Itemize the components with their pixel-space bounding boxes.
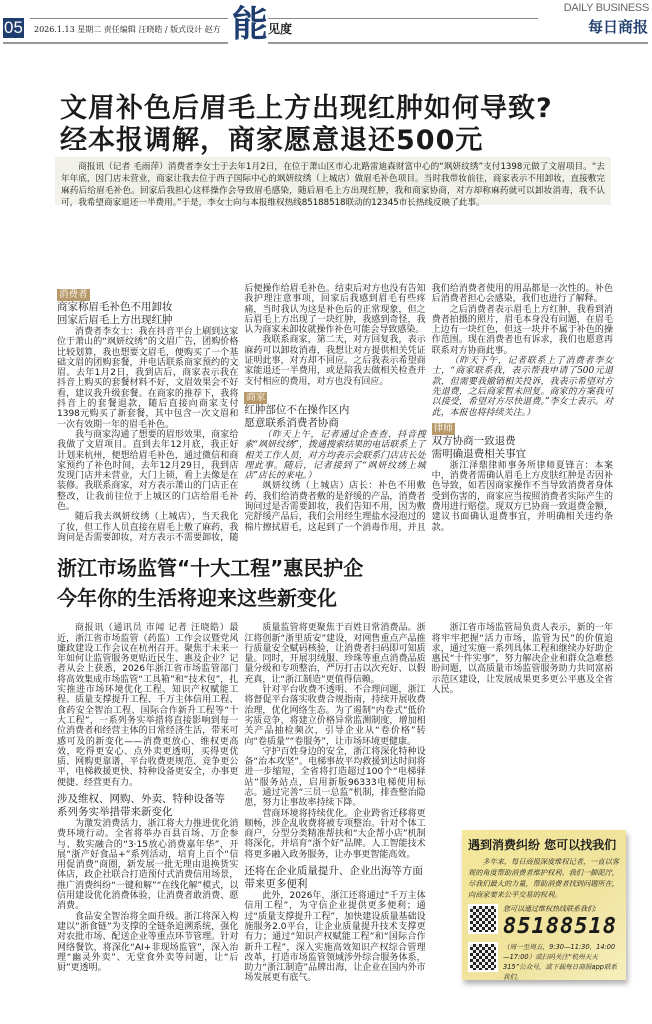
headline-line-2: 经本报调解，商家愿意退还500元 (60, 125, 484, 156)
subheading: 愿意联系消费者协商 (244, 416, 339, 429)
page-info: 2026.1.13 星期二 责任编辑 汪晓皓 / 版式设计 赵方 (34, 25, 221, 34)
paragraph: 我与商家沟通了想要的眉形效果，商家给我做了文眉项目。直到去年12月底，我正好计划来杭州，便想给眉毛补色，通过微信和商家预约了补色时间，去年12月29日，我到店发现门店并未营业，大门上锁，看上去像是在装修。我联系商家，对方表示萧山的门店正在整改，让我前往位于上城区的门店给眉毛补色。 (57, 429, 239, 513)
qr-code-icon[interactable] (468, 942, 498, 972)
headline2-line-2: 今年你的生活将迎来这些新变化 (57, 586, 337, 611)
article-intro: 商报讯（记者 毛雨萍）消费者李女士于去年1月2日，在位于萧山区市心北路雷迪森财富中心的“飒妍纹绣”支付1398元做了文眉项目。“去年年底，因门店未营业，商家让我去位于西子国际中心的飒妍纹绣（上城店）做眉毛补色项目。当时我带妆前往，商家表示不用卸妆，直接敷完麻药后给眉毛补色。回家后我担心这样操作会导致眉毛感染，随后眉毛上方出现红肿，我和商家协商，对方却称麻药就可以卸妆消毒，我不认可，我希望商家退还一半费用。”于是，李女士向与本报维权热线85188518联动的12345市长热线反映了此事。 (55, 157, 611, 205)
section-tag: 律师 (433, 422, 453, 434)
paragraph: 飒妍纹绣（上城店）店长：补色不用敷药，我们给消费者敷的是舒缓的产品，消费者询问过是否需要卸妆，我们告知不用，因为敷完舒缓产品后，我们会用经生理盐水浸泡过的棉片擦拭眉毛，这起到了一个消毒作用，并且我们给消费者使用的用品都是一次性的。补色后消费者担心会感染，我们也进行了解释。 (244, 284, 613, 533)
subheading: 涉及维权、网购、外卖、特种设备等 (57, 792, 225, 805)
headline2 (57, 543, 613, 623)
paragraph: 针对平台收费不透明、不合理问题，浙江将督促平台落实收费合规指南，持续开展收费治理，优化网络生态。为了遏制“内卷式”低价劣质竞争，将建立价格异常监测制度，增加相关产品抽检频次，引导企业从“卷价格”转向“卷质量”“卷服务”，让市场环境更健康。 (244, 685, 426, 747)
italic-note: （昨天下午，记者联系上了消费者李女士，“商家联系我，表示帮我申请了500元退款，但需要我撤销相关投诉，我表示希望对方先退费，之后商家暂未回复。商家的方案我可以接受，希望对方尽快退费。”李女士表示。对此，本报也将持续关注。） (431, 356, 613, 418)
section-tag: 商家 (246, 391, 266, 403)
brand-chinese: 每日商报 (587, 18, 648, 36)
note-title: 遇到消费纠纷 您可以找我们 (468, 838, 617, 852)
paragraph: 之后消费者表示眉毛上方红肿，我看到消费者拍摄的照片，眉毛本身没有问题，在眉毛上边有一块红色，但这一块并不属于补色的操作范围。现在消费者也有诉求，我们也愿意再联系对方协商此事。 (431, 304, 613, 356)
subheading: 系列务实举措带来新变化 (57, 805, 173, 818)
page-number: 05 (4, 18, 23, 37)
paragraph: 商报讯（通讯员 市闻 记者 汪晓皓）最近，浙江省市场监管（药监）工作会议暨党风廉政建设工作会议在杭州召开。聚焦于未来一年如何让监管服务更贴近民生、惠及企业？记者从会上获悉，2026年浙江省市场监管部门将高效集成市场监管“工具箱”和“技术包”，扎实推进市场环境优化工程、知识产权赋能工程、质量支撑提升工程、千万主体信用工程、食药安全智治工程、国际合作新升工程等“十大工程”，一系列务实举措将直接影响到每一位消费者和经营主体的日常经济生活，带来可感可及的新变化——消费更放心、维权更高效，吃得更安心、点外卖更透明，买得更优质、网购更靠谱，平台收费更规范、竞争更公平，电梯救援更快、特种设备更安全，办事更便捷、经营更有力。 (57, 623, 239, 788)
paragraph: 我联系商家，第二天，对方回复我，表示麻药可以卸妆消毒，我想让对方提供相关凭证证明此事，对方却不回应。之后我表示希望商家能退还一半费用，或是陪我去做相关检查并支付相应的费用，对方也没有回应。 (244, 335, 426, 387)
article1-body (57, 284, 613, 543)
italic-note: （昨天上午，记者通过企查查、抖音搜索“飒妍纹绣”，拨通搜索结果的电话联系上了相关工作人员，对方均表示会联系门店店长处理此事。随后，记者接到了“飒妍纹绣上城店”店长的来电。） (244, 429, 426, 482)
paragraph: 为激发消费活力，浙江将大力推进优化消费环境行动。全省将举办百县百场、万企参与、数实融合的“3·15放心消费嘉年华”，开展“浙产好食品+”系列活动，培育上百个“信用促消费”商圈，新发展一批无理由退换货实体店，政企社联合打造预付式消费信用场景，推广消费纠纷“一键和解”“在线化解”模式，以信用建设优化消费体验，让消费者敢消费、愿消费。 (57, 818, 239, 912)
subheading: 还将在企业质量提升、企业出海等方面 (244, 865, 423, 878)
subheading: 带来更多便利 (244, 878, 308, 891)
divider (268, 18, 538, 19)
qr-code-icon[interactable] (468, 904, 498, 934)
subheading: 回家后眉毛上方出现红肿 (57, 314, 173, 326)
subheading: 商家称眉毛补色不用卸妆 (57, 301, 173, 313)
divider (30, 18, 228, 19)
section-tag: 消费者 (59, 289, 88, 300)
hotline-label: 您可以通过维权热线联系我们: (503, 905, 597, 913)
note-body: 多年来，每日商报深度维权记者，一直以客观的角度帮助消费者维护权利。我们一脚泥泞，尽我们最大的力量，帮助消费者找到问题所在，向商家要来公平交易的权利。 (468, 857, 619, 899)
paragraph: 此外，2026年，浙江还将通过“千万主体信用工程”，为守信企业提供更多便利；通过“质量支撑提升工程”，加快建设质量基础设施服务2.0平台，让企业质量提升技术支撑更有力；通过“知识产权赋能工程”和“国际合作新升工程”，深入实施高效知识产权综合管理改革，打造市场监管领域涉外综合服务体系，助力“浙江制造”品牌出海，让企业在国内外市场发展更有底气。 (244, 891, 426, 984)
paragraph: 消费者李女士：我在抖音平台上刷到这家位于萧山的“飒妍纹绣”的文眉广告，团购价格比较划算，我也想要文眉毛，便购买了一个基础文眉的团购套餐，并电话联系商家预约的文眉。去年1月2日，我到店后，商家表示我在抖音上购买的套餐材料不好，文眉效果会不好看，建议我升级套餐。在商家的推荐下，我将抖音上的套餐退款，随后直接向商家支付1398元购买了新套餐，其中包含一次文眉和一次有效期一年的眉毛补色。 (57, 327, 239, 430)
paragraph: 随后我去飒妍纹绣（上城店），当天我化了妆，但工作人员直接在眉毛上敷了麻药，我询问是否需要卸妆，对方表示不需要卸妆，随后便操作给眉毛补色。结束后对方也没有告知我护理注意事项，回家后我感到眉毛有些疼痛，当时我认为这是补色后的正常现象，但之后眉毛上方出现了一块红肿，我感到奇怪，我认为商家未卸妆就操作补色可能会导致感染。 (57, 284, 426, 543)
subheading: 红肿部位不在操作区内 (244, 403, 350, 416)
brand-english: DAILY BUSINESS (563, 2, 649, 14)
hotline-sticky-note (462, 830, 626, 980)
paragraph: 营商环境将持续优化。企业跨省迁移将更顺畅，涉企乱收费将被专项整治。针对个体工商户，分型分类精准帮扶和“大企帮小店”机制将深化，并培育“浙个好”品牌。人工智能技术将更多融入政务服务，让办事更智能高效。 (244, 808, 426, 860)
section-title: 见度 (268, 22, 293, 36)
paragraph: 浙江泽鼎律师事务所律师夏锋言：本案中，消费者需确认眉毛上方皮肤红肿是否因补色导致，如若因商家操作不当导致消费者身体受到伤害的，商家应当按照消费者实际产生的费用进行赔偿。现双方已协商一致退费金额，建议书面确认退费事宜，并明确相关违约条款。 (431, 460, 613, 533)
paragraph: 守护百姓身边的安全，浙江将深化特种设备“治本攻坚”。电梯事故平均救援到达时间将进一步缩短，全省将打造超过100个“电梯驿站”服务站点，启用新版96333电梯使用标志。通过完善“三员一总监”机制，排查整治隐患，努力让事故率持续下降。 (244, 746, 426, 809)
divider (3, 42, 228, 44)
headline-line-1: 文眉补色后眉毛上方出现红肿如何导致? (60, 93, 553, 124)
hotline-hours: （周一至周五，9:30—11:30，14:00—17:00）或扫码关注“杭州天天315”公众号，或下载每日商报app联系我们。 (503, 943, 618, 981)
paragraph: 食品安全智治将全面升级。浙江将深入构建以“浙食链”为支撑的全链条追溯系统，强化对农批市场、配送企业等重点环节管理。针对网络餐饮，将深化“AI+非现场监管”，深入治理“幽灵外卖”、无堂食外卖等问题，让“后厨”更透明。 (57, 911, 239, 974)
paragraph: 质量监管将更聚焦于百姓日常消费品。浙江将创新“浙里质安”建设，对网售重点产品推行质量安全赋码核验，让消费者扫码即可知质量。同时，开展羽绒服、珍珠等重点消费品质量分级和专项整治，严厉打击以次充好、以假充真，让“浙江制造”更值得信赖。 (244, 623, 426, 685)
hotline-number: 85188518 (503, 914, 617, 939)
headline2-line-1: 浙江市场监管“十大工程”惠民护企 (57, 556, 364, 581)
section-logo: 能 (232, 3, 269, 45)
paragraph: 浙江省市场监管局负责人表示，新的一年将牢牢把握“活力市场，监管为民”的价值追求，通过实施一系列具体工程和继续办好助企惠民“十件实事”，努力解决企业和群众急难愁盼问题，以高质量市场监管服务助力共同富裕示范区建设，让发展成果更多更公平惠及全省人民。 (431, 623, 613, 696)
divider (268, 42, 648, 44)
subheading: 双方协商一致退费 (431, 434, 516, 447)
subheading: 需明确退费相关事宜 (431, 447, 527, 460)
